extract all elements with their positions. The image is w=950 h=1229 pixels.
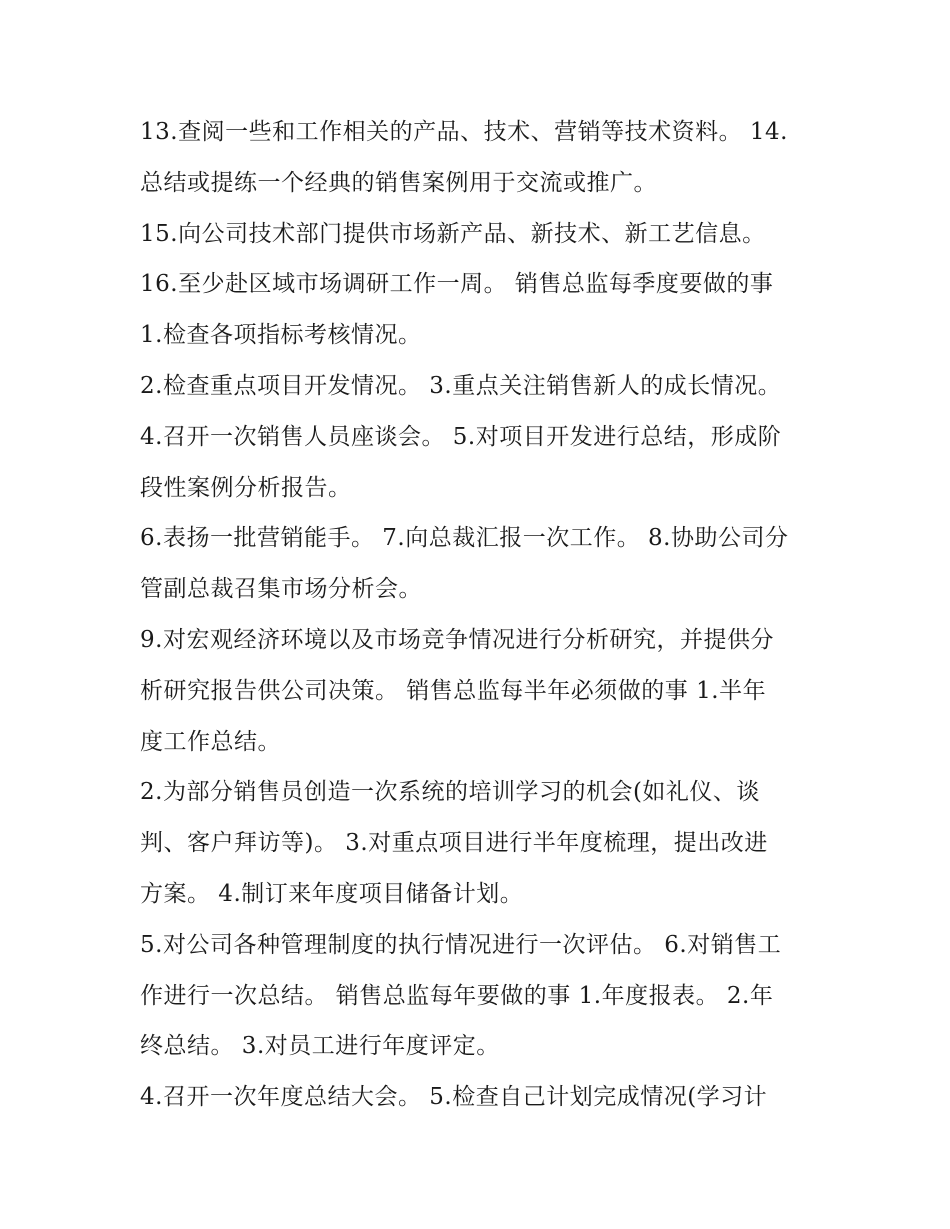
text-line: 2.为部分销售员创造一次系统的培训学习的机会(如礼仪、谈 <box>140 779 760 806</box>
text-line: 管副总裁召集市场分析会。 <box>140 576 422 603</box>
text-line: 5.对公司各种管理制度的执行情况进行一次评估。 6.对销售工 <box>140 931 782 958</box>
text-line: 作进行一次总结。 销售总监每年要做的事 1.年度报表。 2.年 <box>140 982 774 1009</box>
text-line: 判、客户拜访等)。 3.对重点项目进行半年度梳理，提出改进 <box>140 830 768 857</box>
text-line: 1.检查各项指标考核情况。 <box>140 322 422 349</box>
text-line: 段性案例分析报告。 <box>140 474 352 501</box>
text-line: 9.对宏观经济环境以及市场竞争情况进行分析研究，并提供分 <box>140 626 774 653</box>
text-line: 13.查阅一些和工作相关的产品、技术、营销等技术资料。 14. <box>140 119 788 145</box>
text-line: 度工作总结。 <box>140 728 281 755</box>
text-line: 方案。 4.制订来年度项目储备计划。 <box>140 880 524 907</box>
text-line: 终总结。 3.对员工进行年度评定。 <box>140 1033 500 1060</box>
text-line: 6.表扬一批营销能手。 7.向总裁汇报一次工作。 8.协助公司分 <box>140 525 789 552</box>
text-line: 4.召开一次销售人员座谈会。 5.对项目开发进行总结，形成阶 <box>140 423 782 450</box>
text-line: 4.召开一次年度总结大会。 5.检查自己计划完成情况(学习计 <box>140 1084 768 1111</box>
text-line: 析研究报告供公司决策。 销售总监每半年必须做的事 1.半年 <box>140 677 767 704</box>
document-body <box>140 107 820 1123</box>
text-line: 15.向公司技术部门提供市场新产品、新技术、新工艺信息。 <box>140 220 766 247</box>
text-line: 2.检查重点项目开发情况。 3.重点关注销售新人的成长情况。 <box>140 372 782 399</box>
text-line: 总结或提练一个经典的销售案例用于交流或推广。 <box>140 169 657 196</box>
text-line: 16.至少赴区域市场调研工作一周。 销售总监每季度要做的事 <box>140 271 774 298</box>
